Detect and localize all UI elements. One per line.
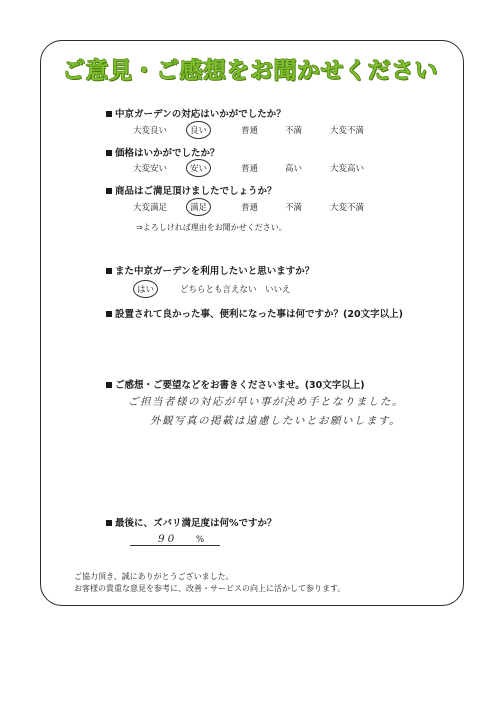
q1-option-very-bad[interactable]: 大変不満 bbox=[330, 126, 365, 136]
handwritten-answer-line-2: 外観写真の掲載は遠慮したいとお願いします。 bbox=[150, 415, 402, 427]
q2-option-very-expensive[interactable]: 大変高い bbox=[330, 164, 365, 174]
footer-thanks: ご協力頂き、誠にありがとうございました。 bbox=[74, 572, 234, 581]
q3-option-normal[interactable]: 普通 bbox=[241, 203, 259, 213]
survey-title: ご意見・ご感想をお聞かせください bbox=[62, 58, 438, 84]
question-3: 商品はご満足頂けましたでしょうか？ bbox=[106, 183, 277, 197]
satisfaction-percent-unit: % bbox=[196, 535, 205, 545]
q3-option-satisfied-circled[interactable]: 満足 bbox=[190, 203, 208, 213]
q4-option-neither[interactable]: どちらとも言えない bbox=[180, 285, 257, 295]
q2-option-very-cheap[interactable]: 大変安い bbox=[133, 164, 168, 174]
q3-option-very-dissatisfied[interactable]: 大変不満 bbox=[330, 203, 365, 213]
q3-reason-note: ⇒よろしければ理由をお聞かせください。 bbox=[136, 223, 287, 232]
q4-option-no[interactable]: いいえ bbox=[265, 285, 291, 295]
question-4: また中京ガーデンを利用したいと思いますか？ bbox=[106, 263, 314, 277]
q3-option-dissatisfied[interactable]: 不満 bbox=[285, 203, 303, 213]
q2-option-expensive[interactable]: 高い bbox=[285, 164, 303, 174]
satisfaction-percent-value: 90 bbox=[158, 533, 178, 545]
question-2: 価格はいかがでしたか？ bbox=[106, 145, 220, 159]
q2-option-cheap-circled[interactable]: 安い bbox=[190, 164, 208, 174]
footer-improvement-note: お客様の貴重な意見を参考に、改善・サービスの向上に活かして参ります。 bbox=[74, 584, 346, 593]
handwritten-answer-line-1: ご担当者様の対応が早い事が決め手となりました。 bbox=[128, 396, 404, 408]
q4-option-yes-circled[interactable]: はい bbox=[137, 285, 155, 295]
q3-option-very-satisfied[interactable]: 大変満足 bbox=[133, 203, 168, 213]
satisfaction-answer-line bbox=[130, 545, 220, 546]
question-5: 設置されて良かった事、便利になった事は何ですか？(20文字以上) bbox=[106, 306, 403, 320]
q1-option-good-circled[interactable]: 良い bbox=[190, 126, 208, 136]
question-1: 中京ガーデンの対応はいかがでしたか？ bbox=[106, 106, 286, 120]
q1-option-bad[interactable]: 不満 bbox=[285, 126, 303, 136]
question-6: ご感想・ご要望などをお書きくださいませ。(30文字以上) bbox=[106, 377, 365, 391]
q2-option-normal[interactable]: 普通 bbox=[241, 164, 259, 174]
q1-option-normal[interactable]: 普通 bbox=[241, 126, 259, 136]
q1-option-very-good[interactable]: 大変良い bbox=[133, 126, 168, 136]
question-7: 最後に、ズバリ満足度は何%ですか？ bbox=[106, 515, 277, 529]
